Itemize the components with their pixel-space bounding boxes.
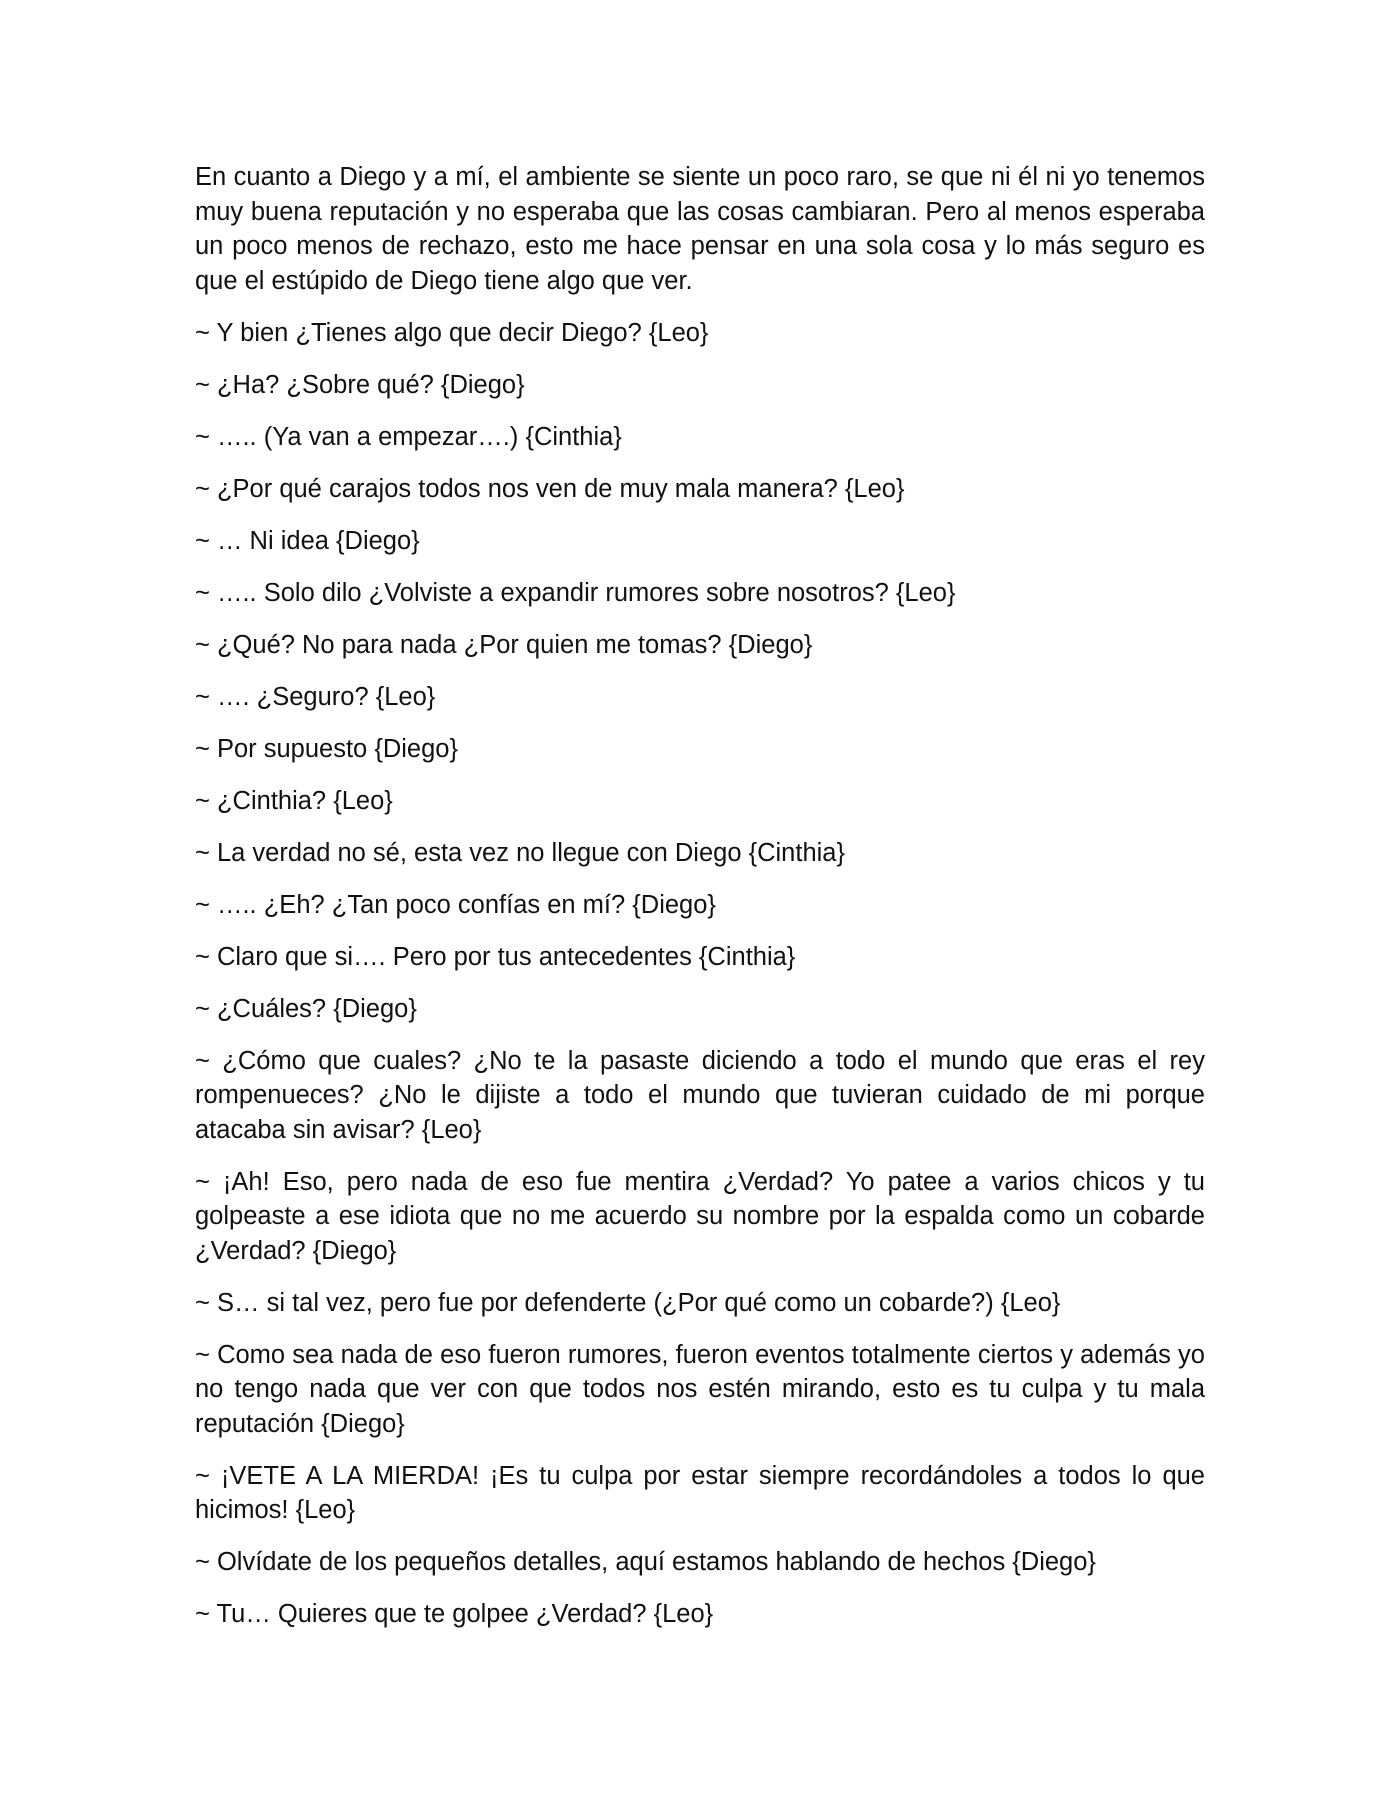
dialogue-line: ~ La verdad no sé, esta vez no llegue con Diego {Cinthia} <box>195 838 845 867</box>
narrative-paragraph: En cuanto a Diego y a mí, el ambiente se siente un poco raro, se que ni él ni yo tenemos muy buena reputación y no esperaba que las cosas cambiaran. Pero al menos esperaba un poco menos de rechazo, esto me hace pensar en una sola cosa y lo más seguro es que el estúpido de Diego tiene algo que ver. <box>195 163 1213 295</box>
dialogue-line: ~ … Ni idea {Diego} <box>195 526 420 555</box>
dialogue-line: ~ ¿Por qué carajos todos nos ven de muy mala manera? {Leo} <box>195 474 905 503</box>
dialogue-line: ~ ….. ¿Eh? ¿Tan poco confías en mí? {Diego} <box>195 890 716 919</box>
dialogue-line: ~ S… si tal vez, pero fue por defenderte (¿Por qué como un cobarde?) {Leo} <box>195 1288 1061 1317</box>
dialogue-line: ~ Y bien ¿Tienes algo que decir Diego? {Leo} <box>195 318 709 347</box>
dialogue-line: ~ ….. (Ya van a empezar….) {Cinthia} <box>195 422 622 451</box>
document-body <box>195 160 1213 1649</box>
dialogue-line: ~ …. ¿Seguro? {Leo} <box>195 682 436 711</box>
dialogue-line: ~ ¿Cuáles? {Diego} <box>195 994 417 1023</box>
dialogue-line: ~ Olvídate de los pequeños detalles, aquí estamos hablando de hechos {Diego} <box>195 1548 1096 1576</box>
dialogue-line: ~ ….. Solo dilo ¿Volviste a expandir rumores sobre nosotros? {Leo} <box>195 578 956 607</box>
dialogue-line: ~ ¡Ah! Eso, pero nada de eso fue mentira ¿Verdad? Yo patee a varios chicos y tu golpeaste a ese idiota que no me acuerdo su nombre por la espalda como un cobarde ¿Verdad? {Diego} <box>195 1167 1213 1265</box>
dialogue-line: ~ ¿Cinthia? {Leo} <box>195 786 393 815</box>
dialogue-line: ~ Tu… Quieres que te golpee ¿Verdad? {Leo} <box>195 1600 714 1628</box>
dialogue-line: ~ ¡VETE A LA MIERDA! ¡Es tu culpa por estar siempre recordándoles a todos lo que hicimos! {Leo} <box>195 1461 1213 1524</box>
dialogue-line: ~ Por supuesto {Diego} <box>195 734 458 763</box>
dialogue-line: ~ ¿Qué? No para nada ¿Por quien me tomas? {Diego} <box>195 630 813 659</box>
dialogue-line: ~ ¿Ha? ¿Sobre qué? {Diego} <box>195 370 525 399</box>
dialogue-line: ~ ¿Cómo que cuales? ¿No te la pasaste diciendo a todo el mundo que eras el rey rompenueces? ¿No le dijiste a todo el mundo que tuvieran cuidado de mi porque atacaba sin avisar? {Leo} <box>195 1046 1213 1144</box>
dialogue-line: ~ Claro que si…. Pero por tus antecedentes {Cinthia} <box>195 942 796 971</box>
dialogue-line: ~ Como sea nada de eso fueron rumores, fueron eventos totalmente ciertos y además yo no tengo nada que ver con que todos nos estén mirando, esto es tu culpa y tu mala reputación {Diego} <box>195 1340 1213 1438</box>
